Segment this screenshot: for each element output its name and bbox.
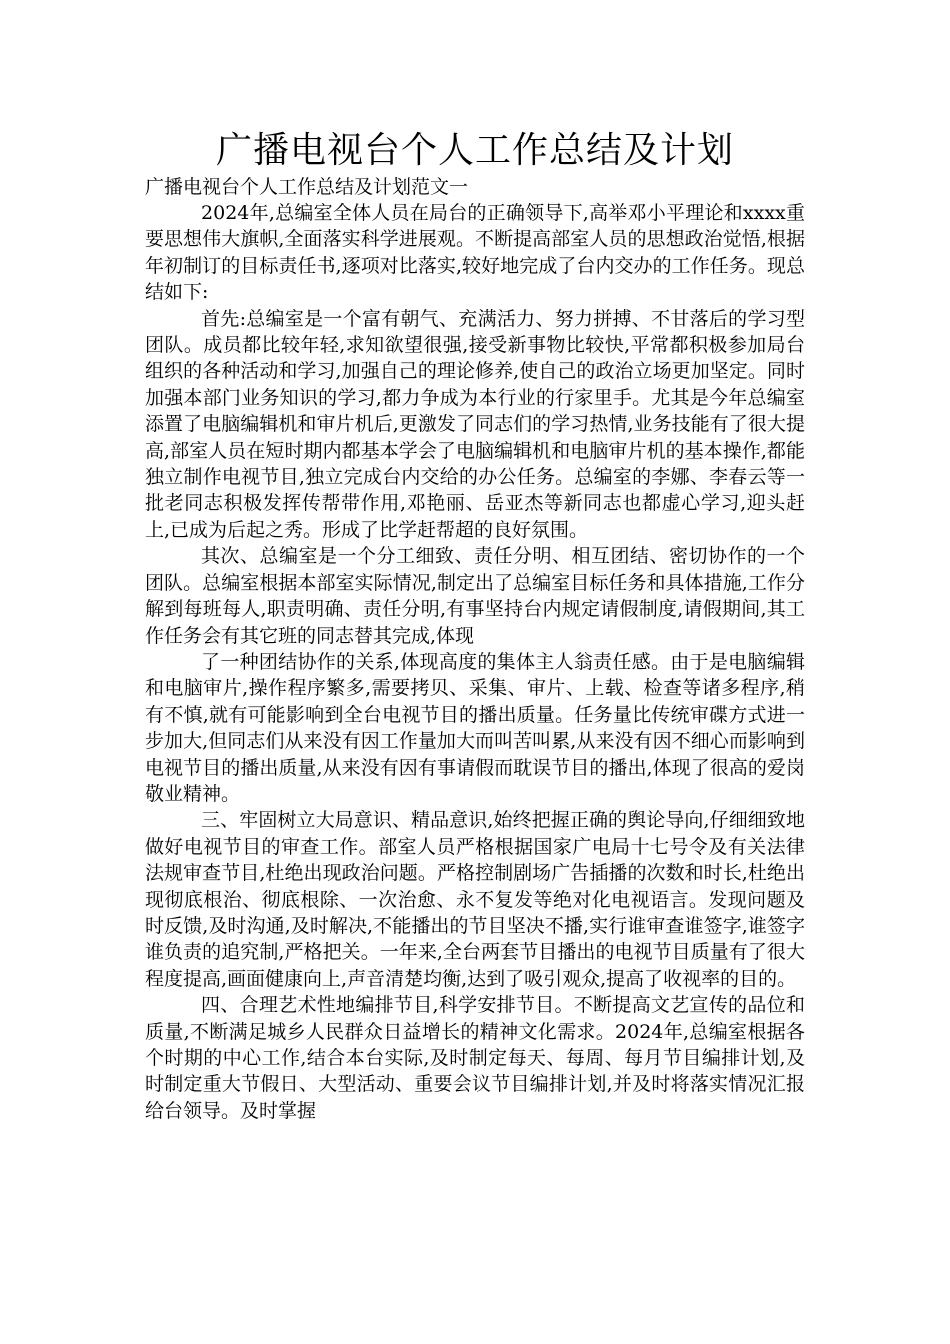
document-body xyxy=(145,200,805,1124)
document-title: 广播电视台个人工作总结及计划 xyxy=(215,130,734,171)
paragraph-fourth: 四、合理艺术性地编排节目,科学安排节目。不断提高文艺宣传的品位和质量,不断满足城乡人民群众日益增长的精神文化需求。2024年,总编室根据各个时期的中心工作,结合本台实际,及时制定每天、每周、每月节目编排计划,及时制定重大节假日、大型活动、重要会议节目编排计划,并及时将落实情况汇报给台领导。及时掌握 xyxy=(145,994,805,1122)
paragraph-intro: 2024年,总编室全体人员在局台的正确领导下,高举邓小平理论和xxxx重要思想伟大旗帜,全面落实科学进展观。不断提高部室人员的思想政治觉悟,根据年初制订的目标责任书,逐项对比落实,较好地完成了台内交办的工作任务。现总结如下: xyxy=(145,202,805,304)
document-subtitle: 广播电视台个人工作总结及计划范文一 xyxy=(145,176,469,198)
paragraph-first: 首先:总编室是一个富有朝气、充满活力、努力拼搏、不甘落后的学习型团队。成员都比较年轻,求知欲望很强,接受新事物比较快,平常都积极参加局台组织的各种活动和学习,加强自己的理论修养,使自己的政治立场更加坚定。同时加强本部门业务知识的学习,都力争成为本行业的行家里手。尤其是今年总编室添置了电脑编辑机和审片机后,更激发了同志们的学习热情,业务技能有了很大提高,部室人员在短时期内都基本学会了电脑编辑机和电脑审片机的基本操作,都能独立制作电视节目,独立完成台内交给的办公任务。总编室的李娜、李春云等一批老同志积极发挥传帮带作用,邓艳丽、岳亚杰等新同志也都虚心学习,迎头赶上,已成为后起之秀。形成了比学赶帮超的良好氛围。 xyxy=(145,307,805,541)
paragraph-second-continued: 了一种团结协作的关系,体现高度的集体主人翁责任感。由于是电脑编辑和电脑审片,操作程序繁多,需要拷贝、采集、审片、上载、检查等诸多程序,稍有不慎,就有可能影响到全台电视节目的播出质量。任务量比传统审碟方式进一步加大,但同志们从来没有因工作量加大而叫苦叫累,从来没有因不细心而影响到电视节目的播出质量,从来没有因有事请假而耽误节目的播出,体现了很高的爱岗敬业精神。 xyxy=(145,650,805,805)
paragraph-second: 其次、总编室是一个分工细致、责任分明、相互团结、密切协作的一个团队。总编室根据本部室实际情况,制定出了总编室目标任务和具体措施,工作分解到每班每人,职责明确、责任分明,有事坚持台内规定请假制度,请假期间,其工作任务会有其它班的同志替其完成,体现 xyxy=(145,545,805,647)
paragraph-third: 三、牢固树立大局意识、精品意识,始终把握正确的舆论导向,仔细细致地做好电视节目的审查工作。部室人员严格根据国家广电局十七号令及有关法律法规审查节目,杜绝出现政治问题。严格控制剧场广告插播的次数和时长,杜绝出现彻底根治、彻底根除、一次治愈、永不复发等绝对化电视语言。发现问题及时反馈,及时沟通,及时解决,不能播出的节目坚决不播,实行谁审查谁签字,谁签字谁负责的追究制,严格把关。一年来,全台两套节目播出的电视节目质量有了很大程度提高,画面健康向上,声音清楚均衡,达到了吸引观众,提高了收视率的目的。 xyxy=(145,809,805,990)
